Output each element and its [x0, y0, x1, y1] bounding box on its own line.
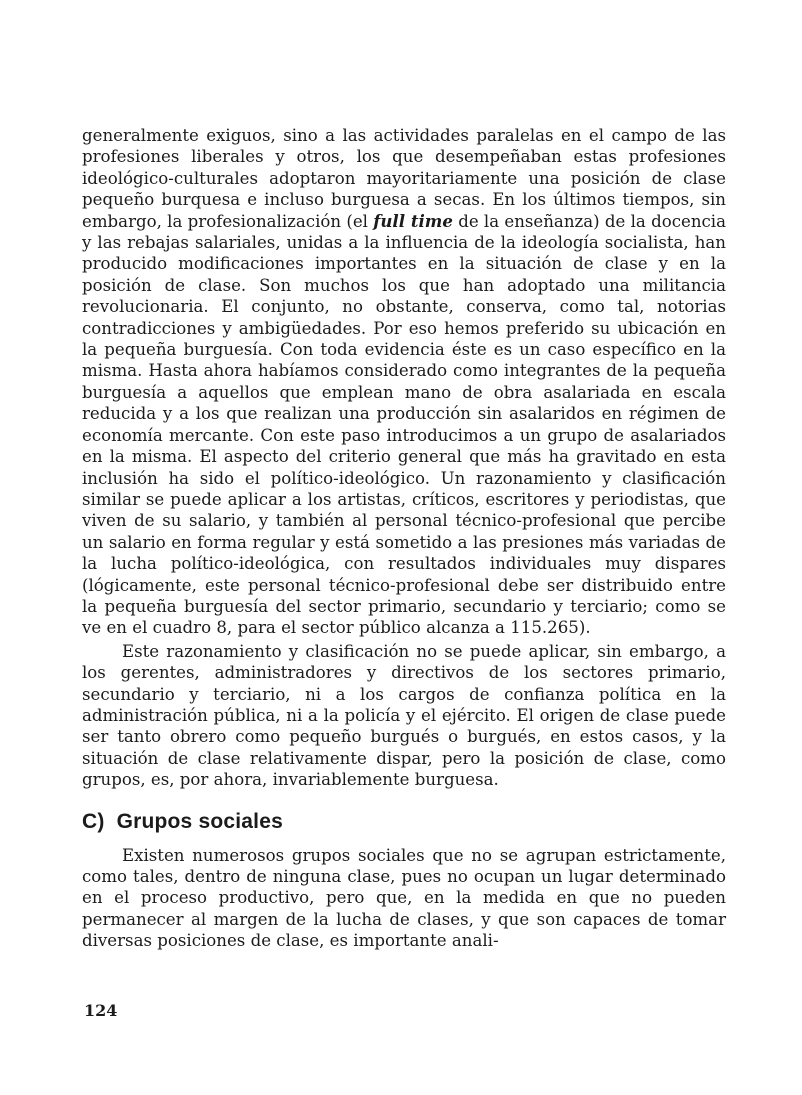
section-title: Grupos sociales [116, 809, 283, 833]
paragraph-1-text-b: de la enseñanza) de la docencia y las rebajas salariales, unidas a la influencia de la ideología socialista, han producido modificaciones importantes en la situación de clase y en la posición de clase. Son muchos los que han adoptado una militancia revolucionaria. El conjunto, no obstante, conserva, como tal, notorias contradicciones y ambigüedades. Por eso hemos preferido su ubicación en la pequeña burguesía. Con toda evidencia éste es un caso específico en la misma. Hasta ahora habíamos considerado como integrantes de la pequeña burguesía a aquellos que emplean mano de obra asalariada en escala reducida y a los que realizan una producción sin asalaridos en régimen de economía mercante. Con este paso introducimos a un grupo de asalariados en la misma. El aspecto del criterio general que más ha gravitado en esta inclusión ha sido el político-ideológico. Un razonamiento y clasificación similar se puede aplicar a los artistas, críticos, escritores y periodistas, que viven de su salario, y también al personal técnico-profesional que percibe un salario en forma regular y está sometido a las presiones más variadas de la lucha político-ideológica, con resultados individuales muy dispares (lógicamente, este personal técnico-profesional debe ser distribuido entre la pequeña burguesía del sector primario, secundario y terciario; como se ve en el cuadro 8, para el sector público alcanza a 115.265). [82, 211, 727, 638]
section-paragraph: Existen numerosos grupos sociales que no se agrupan estrictamente, como tales, dentro de ninguna clase, pues no ocupan un lugar determinado en el proceso productivo, pero que, en la medida en que no pueden permanecer al margen de la lucha de clases, y que son capaces de tomar diversas posiciones de clase, es importante anali- [82, 845, 726, 951]
body-paragraph-1 [82, 125, 726, 639]
page-number: 124 [84, 1001, 118, 1020]
body-paragraph-2: Este razonamiento y clasificación no se puede aplicar, sin embargo, a los gerentes, administradores y directivos de los sectores primario, secundario y terciario, ni a los cargos de confianza política en la administración pública, ni a la policía y el ejército. El origen de clase puede ser tanto obrero como pequeño burgués o burgués, en estos casos, y la situación de clase relativamente dispar, pero la posición de clase, como grupos, es, por ahora, invariablemente burguesa. [82, 641, 726, 790]
section-number: C) [82, 809, 105, 833]
page-body [82, 125, 726, 952]
section-heading [82, 809, 726, 835]
paragraph-1-text-a: generalmente exiguos, sino a las actividades paralelas en el campo de las profesiones liberales y otros, los que desempeñaban estas profesiones ideológico-culturales adoptaron mayoritariamente una posición de clase pequeño burquesa e incluso burguesa a secas. En los últimos tiempos, sin embargo, la profesionalización (el [82, 126, 726, 231]
italic-term-full-time: full time [373, 210, 453, 231]
